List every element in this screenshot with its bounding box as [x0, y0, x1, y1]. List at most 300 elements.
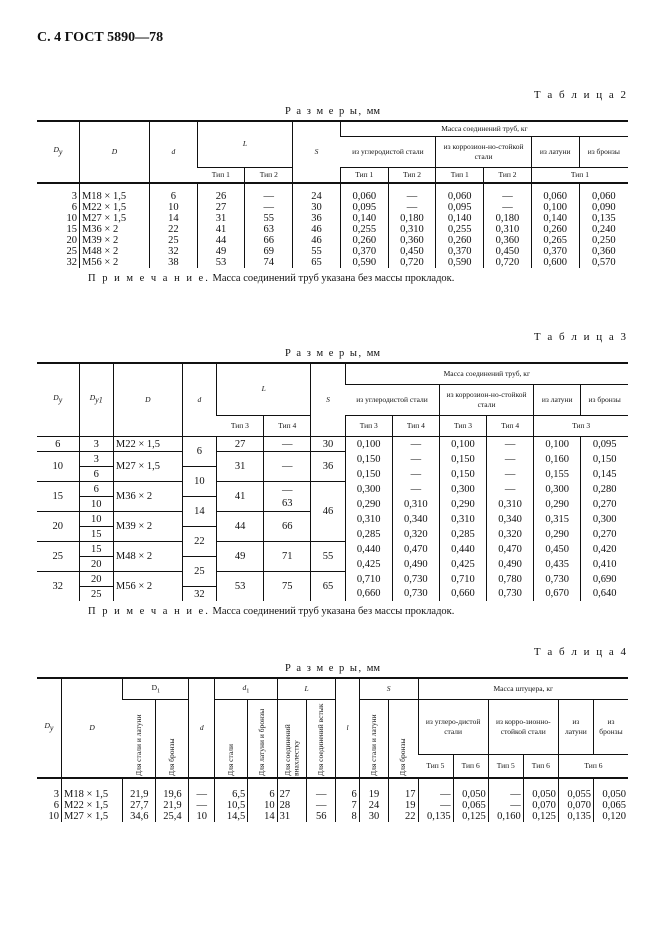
table2-cell: 32: [66, 257, 77, 268]
table2-cell: 0,140: [340, 213, 388, 224]
table3-cell: 25: [79, 587, 113, 602]
table4-cell: —: [307, 800, 336, 811]
table3-cell: 0,150: [581, 452, 628, 467]
table3-cell: 49: [217, 542, 264, 572]
column-header: Тип 3: [217, 416, 264, 437]
table2-cell: 6: [149, 183, 197, 202]
column-header: [79, 121, 149, 183]
table2-cell: M56 × 2: [79, 257, 149, 268]
column-header: [359, 678, 418, 700]
column-header: из бронзы: [593, 700, 628, 755]
text: D: [53, 393, 59, 403]
column-header: [277, 678, 336, 700]
column-header: Тип 2: [245, 168, 293, 184]
table3-cell: 0,410: [581, 557, 628, 572]
table3-cell: 25: [182, 557, 216, 587]
table3-cell: 0,710: [439, 572, 486, 587]
text: Для бронзы: [167, 737, 177, 776]
table2-cell: 0,250: [579, 235, 628, 246]
column-header: Тип 4: [264, 416, 311, 437]
column-header: [217, 363, 311, 416]
table3-cell: 6: [79, 482, 113, 497]
table2-row: [37, 183, 628, 202]
column-header: [277, 700, 306, 779]
column-header: Тип 1: [340, 168, 388, 184]
table4-cell: 0,135: [558, 811, 593, 822]
table4-cell: M27 × 1,5: [62, 811, 123, 822]
table3-cell: M22 × 1,5: [113, 437, 182, 452]
column-header: из бронзы: [581, 385, 628, 416]
table3-cell: 0,150: [345, 452, 392, 467]
table2-note: [37, 272, 628, 286]
table3-cell: 0,290: [439, 497, 486, 512]
table2-cell: 6: [71, 202, 77, 213]
table4-block: [37, 645, 628, 822]
table3-label: Т а б л и ц а 3: [533, 331, 628, 343]
text: Для стали: [226, 743, 236, 776]
table4-cell: 14: [248, 811, 277, 822]
table2-row: [37, 213, 628, 224]
table2-cell: M22 × 1,5: [79, 202, 149, 213]
column-header: [37, 678, 62, 778]
table3-cell: 0,290: [345, 497, 392, 512]
table3-cell: —: [487, 482, 534, 497]
column-header: [248, 700, 277, 779]
text: Для латуни и бронзы: [257, 708, 267, 776]
table3-cell: 0,315: [534, 512, 581, 527]
table2-cell: 0,260: [531, 224, 579, 235]
text: П р и м е ч а н и е.: [88, 273, 210, 284]
table3-cell: 0,425: [439, 557, 486, 572]
table3-cell: 0,300: [534, 482, 581, 497]
table3-cell: 0,660: [345, 587, 392, 602]
text: y: [58, 395, 63, 405]
column-header: Тип 2: [388, 168, 436, 184]
table4-cell: 3: [37, 778, 62, 800]
text: Для соединений внахлестку: [282, 723, 300, 776]
table4-cell: 6: [248, 778, 277, 800]
table2-cell: 44: [197, 235, 245, 246]
table3-cell: 71: [264, 542, 311, 572]
text: d: [199, 722, 204, 732]
table3-cell: 15: [79, 527, 113, 542]
table3-cell: 0,425: [345, 557, 392, 572]
table2-cell: —: [388, 183, 436, 202]
table3-cell: 0,320: [392, 527, 439, 542]
column-header: Тип 4: [392, 416, 439, 437]
table2-cell: M39 × 2: [79, 235, 149, 246]
table4-row: [37, 811, 628, 822]
table2-cell: 36: [293, 213, 341, 224]
table4-cell: 0,070: [558, 800, 593, 811]
table2-cell: M48 × 2: [79, 246, 149, 257]
table2-cell: 0,140: [531, 213, 579, 224]
column-header: Тип 3: [439, 416, 486, 437]
table3-cell: 0,660: [439, 587, 486, 602]
table4-cell: 0,125: [453, 811, 488, 822]
table4-sizes-caption: [37, 662, 628, 675]
table3-cell: 0,155: [534, 467, 581, 482]
table2-cell: 0,310: [484, 224, 532, 235]
table3-cell: 0,730: [392, 572, 439, 587]
text: Р а з м е р ы,: [284, 106, 363, 117]
table4-cell: 0,050: [593, 778, 628, 800]
column-header: Тип 3: [534, 416, 628, 437]
table3-cell: 46: [311, 482, 345, 542]
table4-cell: 0,125: [523, 811, 558, 822]
table4-cell: 24: [359, 800, 388, 811]
table4-cell: 19: [359, 778, 388, 800]
table4-row: [37, 778, 628, 800]
table3-cell: 0,470: [487, 542, 534, 557]
column-header: [311, 363, 345, 437]
table2-cell: 66: [245, 235, 293, 246]
table3-cell: 0,300: [581, 512, 628, 527]
table4-cell: 28: [277, 800, 306, 811]
table4-cell: 0,050: [523, 778, 558, 800]
table3-cell: M36 × 2: [113, 482, 182, 512]
table4-cell: —: [488, 800, 523, 811]
table3-cell: 0,640: [581, 587, 628, 602]
table3-cell: 0,150: [439, 452, 486, 467]
column-header: [293, 121, 341, 183]
table2-cell: 53: [197, 257, 245, 268]
table4-label: Т а б л и ц а 4: [533, 646, 628, 658]
table2-cell: 0,180: [484, 213, 532, 224]
column-header: [37, 363, 79, 437]
table3-row: [37, 452, 628, 467]
table3-cell: 0,160: [534, 452, 581, 467]
table2-cell: 25: [149, 235, 197, 246]
table3-cell: 14: [182, 497, 216, 527]
table2-cell: 0,060: [579, 183, 628, 202]
table3-cell: 0,690: [581, 572, 628, 587]
text: 1: [156, 687, 161, 695]
table2-cell: 0,265: [531, 235, 579, 246]
table2-cell: 69: [245, 246, 293, 257]
text: D: [89, 393, 96, 403]
table4-cell: 0,055: [558, 778, 593, 800]
text: D: [44, 721, 50, 731]
table3-cell: 0,450: [534, 542, 581, 557]
table3-cell: 31: [217, 452, 264, 482]
table4-cell: 19: [389, 800, 418, 811]
table2-cell: 0,060: [531, 183, 579, 202]
table3-cell: 0,420: [581, 542, 628, 557]
column-header: [123, 700, 156, 779]
table3-cell: 6: [37, 437, 79, 452]
text: Для стали и латуни: [133, 713, 143, 776]
column-header: Тип 1: [531, 168, 628, 184]
table4-cell: 10: [48, 811, 59, 822]
table4-cell: 22: [389, 811, 418, 822]
table3-cell: 32: [37, 572, 79, 602]
column-header: из углеродистой стали: [345, 385, 439, 416]
table3-cell: 0,100: [534, 437, 581, 452]
table3-cell: 66: [264, 512, 311, 542]
table4-cell: 0,070: [523, 800, 558, 811]
column-header: Тип 6: [453, 755, 488, 779]
table4-cell: 6,5: [215, 778, 248, 800]
table3-cell: 0,440: [439, 542, 486, 557]
table3-cell: 55: [311, 542, 345, 572]
table3-cell: 0,285: [345, 527, 392, 542]
table2-cell: 30: [293, 202, 341, 213]
table2-cell: 0,360: [484, 235, 532, 246]
table3-cell: 0,310: [392, 497, 439, 512]
table3-cell: 0,150: [345, 467, 392, 482]
column-header: [307, 700, 336, 779]
table3-cell: —: [392, 467, 439, 482]
table2-cell: 0,260: [436, 235, 484, 246]
column-header: из латуни: [534, 385, 581, 416]
table4-cell: 0,065: [453, 800, 488, 811]
table4-cell: 14,5: [215, 811, 248, 822]
table2-cell: 0,590: [340, 257, 388, 268]
column-header: из латуни: [531, 137, 579, 168]
table3-cell: —: [487, 467, 534, 482]
table3-cell: 0,310: [345, 512, 392, 527]
table4-cell: —: [418, 778, 453, 800]
column-header: из углеродистой стали: [340, 137, 435, 168]
table4-cell: 10: [189, 811, 215, 822]
table3-cell: 41: [217, 482, 264, 512]
table4-cell: 7: [336, 800, 359, 811]
table4: [37, 677, 628, 822]
text: S: [314, 146, 319, 156]
table4-cell: 27: [277, 778, 306, 800]
text: l: [346, 722, 349, 732]
table3-cell: —: [392, 437, 439, 452]
text: d: [197, 394, 202, 404]
table2-cell: —: [484, 202, 532, 213]
table4-cell: —: [307, 778, 336, 800]
table2-cell: 0,720: [484, 257, 532, 268]
table2-cell: M36 × 2: [79, 224, 149, 235]
table2-cell: —: [388, 202, 436, 213]
table2-cell: 0,140: [436, 213, 484, 224]
table4-cell: 19,6: [156, 778, 189, 800]
table3-cell: 0,300: [439, 482, 486, 497]
table2-cell: 55: [293, 246, 341, 257]
text: Масса соединений труб указана без массы прокладок.: [212, 273, 455, 284]
table4-cell: 8: [336, 811, 359, 822]
table2-cell: 41: [197, 224, 245, 235]
table4-cell: 21,9: [123, 778, 156, 800]
table3-cell: 53: [217, 572, 264, 602]
table2-cell: 74: [245, 257, 293, 268]
table2-cell: 0,450: [484, 246, 532, 257]
table3-cell: 0,730: [392, 587, 439, 602]
table3-block: [37, 330, 628, 619]
table3-cell: — 63: [264, 482, 311, 512]
table2-cell: 0,095: [340, 202, 388, 213]
table3-cell: —: [487, 452, 534, 467]
table2-cell: 0,060: [436, 183, 484, 202]
table3-cell: 20: [37, 512, 79, 542]
table4-cell: 0,135: [418, 811, 453, 822]
table4-cell: 0,120: [593, 811, 628, 822]
table4-cell: 25,4: [156, 811, 189, 822]
column-header: [182, 363, 216, 437]
text: L: [242, 139, 247, 149]
table2-label: Т а б л и ц а 2: [533, 89, 628, 101]
table3: [37, 362, 628, 601]
table4-cell: —: [488, 778, 523, 800]
text: мм: [366, 663, 381, 674]
table2-cell: 0,255: [436, 224, 484, 235]
table3-row: [37, 572, 628, 587]
column-header: из углеро-дистой стали: [418, 700, 488, 755]
table3-cell: 25: [37, 542, 79, 572]
text: D: [89, 722, 95, 732]
table2-cell: 31: [197, 213, 245, 224]
column-header: [189, 678, 215, 778]
table3-cell: 10: [79, 512, 113, 527]
table3-cell: 0,435: [534, 557, 581, 572]
column-header: [359, 700, 388, 779]
column-header: Тип 3: [345, 416, 392, 437]
column-header: Тип 1: [197, 168, 245, 184]
table3-cell: 0,270: [581, 497, 628, 512]
table4-cell: —: [418, 800, 453, 811]
table3-cell: 0,710: [345, 572, 392, 587]
table2-cell: 46: [293, 224, 341, 235]
column-header: Тип 1: [436, 168, 484, 184]
table3-cell: 0,730: [487, 587, 534, 602]
column-header: [215, 700, 248, 779]
table3-cell: 0,280: [581, 482, 628, 497]
table2-cell: 65: [293, 257, 341, 268]
table4-cell: 10,5: [215, 800, 248, 811]
table3-cell: —: [487, 437, 534, 452]
text: d: [242, 682, 247, 692]
column-header: [156, 700, 189, 779]
table2-cell: 0,135: [579, 213, 628, 224]
table4-cell: 21,9: [156, 800, 189, 811]
table3-cell: —: [392, 482, 439, 497]
table2-cell: 15: [66, 224, 77, 235]
table2-cell: 0,370: [436, 246, 484, 257]
column-header: Тип 6: [558, 755, 628, 779]
table4-cell: 31: [277, 811, 306, 822]
table2-cell: —: [245, 202, 293, 213]
column-header: Масса соединений труб, кг: [345, 363, 628, 385]
table2-cell: 0,720: [388, 257, 436, 268]
text: 1: [246, 687, 250, 695]
table3-cell: 10: [37, 452, 79, 482]
table4-cell: 0,065: [593, 800, 628, 811]
column-header: из бронзы: [579, 137, 628, 168]
table3-note: [37, 605, 628, 619]
column-header: [197, 121, 292, 168]
table4-cell: 0,050: [453, 778, 488, 800]
text: Р а з м е р ы,: [284, 663, 363, 674]
table2-cell: 0,260: [340, 235, 388, 246]
table3-cell: 75: [264, 572, 311, 602]
table2-cell: 20: [66, 235, 77, 246]
column-header: Тип 5: [418, 755, 453, 779]
text: y: [49, 723, 54, 733]
table3-sizes-caption: [37, 347, 628, 360]
table2-cell: 10: [66, 213, 77, 224]
table3-cell: 15: [37, 482, 79, 512]
table2-cell: 0,255: [340, 224, 388, 235]
column-header: [149, 121, 197, 183]
text: Для бронзы: [398, 737, 408, 776]
table3-cell: 10: [182, 467, 216, 497]
column-header: Масса штуцера, кг: [418, 678, 628, 700]
table2-cell: 22: [149, 224, 197, 235]
table4-cell: M18 × 1,5: [62, 778, 123, 800]
table3-cell: 15: [79, 542, 113, 557]
table3-cell: M39 × 2: [113, 512, 182, 542]
column-header: [79, 363, 113, 437]
column-header: [389, 700, 418, 779]
table2-cell: 0,240: [579, 224, 628, 235]
table4-cell: 6: [336, 778, 359, 800]
table4-cell: —: [189, 800, 215, 811]
table2-cell: 0,370: [531, 246, 579, 257]
table3-cell: 0,095: [581, 437, 628, 452]
table4-cell: 30: [359, 811, 388, 822]
text: Для соединений встык: [316, 703, 326, 776]
table3-cell: 10: [79, 497, 113, 512]
table2-row: [37, 224, 628, 235]
column-header: Тип 4: [487, 416, 534, 437]
table2-cell: 0,100: [531, 202, 579, 213]
table3-cell: 0,145: [581, 467, 628, 482]
table3-cell: 0,290: [534, 527, 581, 542]
table3-cell: 0,310: [487, 497, 534, 512]
text: y: [58, 147, 63, 157]
table3-cell: 0,730: [534, 572, 581, 587]
table3-cell: 0,270: [581, 527, 628, 542]
column-header: из корро-зионно-стойкой стали: [488, 700, 558, 755]
table2-cell: 46: [293, 235, 341, 246]
table3-cell: 65: [311, 572, 345, 602]
table3-cell: 44: [217, 512, 264, 542]
table3-cell: —: [264, 437, 311, 452]
table3-cell: 0,670: [534, 587, 581, 602]
text: d: [171, 146, 176, 156]
text: мм: [366, 348, 381, 359]
table2-cell: —: [484, 183, 532, 202]
table3-cell: 3: [79, 437, 113, 452]
table3-cell: 0,470: [392, 542, 439, 557]
table2-cell: 3: [37, 183, 79, 202]
column-header: Масса соединений труб, кг: [340, 121, 628, 137]
table3-cell: 3: [79, 452, 113, 467]
text: D: [151, 682, 157, 692]
column-header: из латуни: [558, 700, 593, 755]
table4-cell: 56: [307, 811, 336, 822]
column-header: Тип 6: [523, 755, 558, 779]
table3-cell: M48 × 2: [113, 542, 182, 572]
text: y1: [95, 395, 103, 405]
text: S: [326, 394, 330, 404]
table2-cell: 0,450: [388, 246, 436, 257]
table2-cell: 55: [245, 213, 293, 224]
table2-cell: M18 × 1,5: [79, 183, 149, 202]
column-header: из коррозион-но-стойкой стали: [439, 385, 533, 416]
table3-cell: 22: [182, 527, 216, 557]
table3-row: [37, 542, 628, 557]
table4-cell: 0,160: [488, 811, 523, 822]
table3-cell: 0,285: [439, 527, 486, 542]
table2-cell: 14: [149, 213, 197, 224]
column-header: [37, 121, 79, 183]
